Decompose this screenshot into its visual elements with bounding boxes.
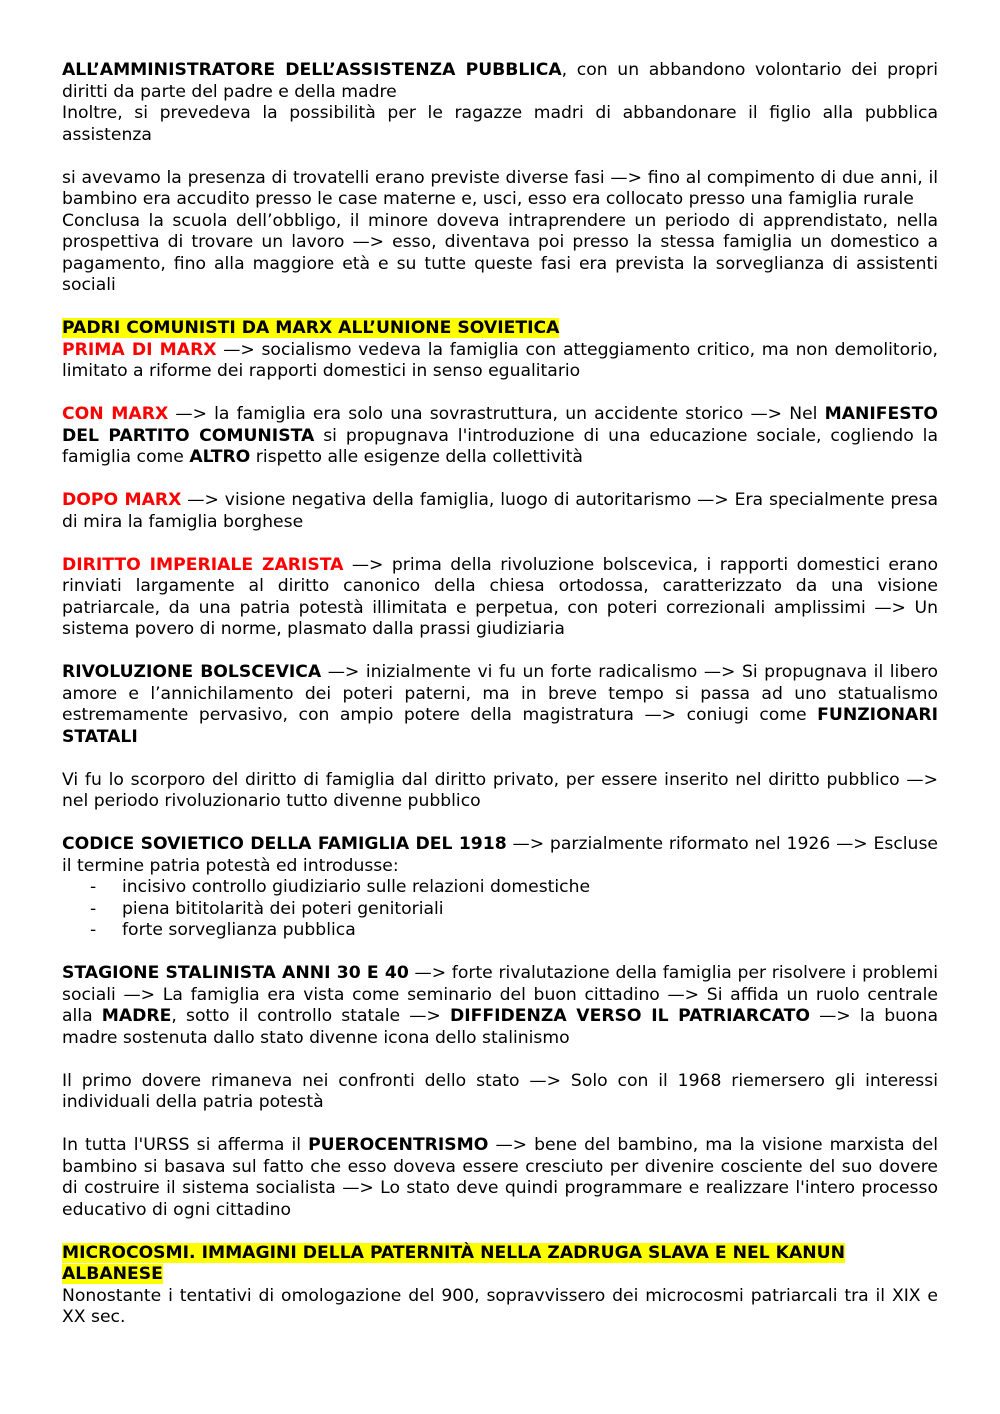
label-dopo-marx: DOPO MARX [62, 490, 182, 510]
text-rivoluzione: —> inizialmente vi fu un forte radicalismo —> Si propugnava il libero amore e l’annichilamento dei poteri paterni, ma in breve tempo si passa ad uno statualismo estremamente pervasivo, con ampio potere della magistratura —> coniugi come [62, 662, 938, 725]
paragraph-con-marx [62, 404, 938, 469]
bold-rivoluzione: RIVOLUZIONE BOLSCEVICA [62, 662, 322, 682]
paragraph-diritto-zarista [62, 555, 938, 641]
paragraph-amministratore [62, 60, 938, 103]
paragraph-scuola-obbligo: Conclusa la scuola dell’obbligo, il minore doveva intraprendere un periodo di apprendistato, nella prospettiva di trovare un lavoro —> esso, diventava poi presso la stessa famiglia un domestico a pagamento, fino alla maggiore età e su tutte queste fasi era prevista la sorveglianza di assistenti sociali [62, 210, 938, 295]
text-amministratore: , con un abbandono volontario dei propri diritti da parte del padre e della madre [62, 60, 938, 102]
text-diritto-zarista: —> prima della rivoluzione bolscevica, i rapporti domestici erano rinviati largamente al diritto canonico della chiesa ortodossa, caratterizzato da una visione patriarcale, da una patria potestà illimitata e perpetua, con poteri correzionali amplissimi —> Un sistema povero di norme, plasmato dalla prassi giudiziaria [62, 554, 938, 639]
text-codice: —> parzialmente riformato nel 1926 —> Escluse il termine patria potestà ed introdusse: [62, 834, 938, 876]
codice-list [62, 877, 938, 942]
label-prima-di-marx: PRIMA DI MARX [62, 339, 217, 360]
text-prima-di-marx: —> socialismo vedeva la famiglia con atteggiamento critico, ma non demolitorio, limitato a riforme dei rapporti domestici in senso egualitario [62, 339, 938, 381]
list-item: - forte sorveglianza pubblica [62, 920, 938, 942]
highlighted-heading: PADRI COMUNISTI DA MARX ALL’UNIONE SOVIETICA [62, 318, 560, 338]
bold-funzionari-statali: FUNZIONARI STATALI [62, 705, 938, 747]
bold-stagione-stalinista: STAGIONE STALINISTA ANNI 30 E 40 [62, 963, 409, 983]
text-urss-2: —> bene del bambino, ma la visione marxista del bambino si basava sul fatto che esso doveva essere cresciuto per divenire cosciente del suo dovere di costruire il sistema socialista —> Lo stato deve quindi programmare e realizzare l'intero processo educativo di ogni cittadino [62, 1135, 938, 1220]
bold-codice: CODICE SOVIETICO DELLA FAMIGLIA DEL 1918 [62, 834, 507, 854]
bold-puerocentrismo: PUEROCENTRISMO [308, 1135, 489, 1155]
highlighted-heading-line2: ALBANESE [62, 1264, 163, 1284]
paragraph-prima-di-marx [62, 340, 938, 383]
bold-madre: MADRE [101, 1006, 172, 1026]
text-stalin-2: , sotto il controllo statale —> [171, 1006, 450, 1026]
document-body [62, 60, 938, 1329]
bold-altro: ALTRO [189, 447, 251, 467]
label-con-marx: CON MARX [62, 404, 169, 424]
list-item: - incisivo controllo giudiziario sulle relazioni domestiche [62, 877, 938, 899]
text-dopo-marx: —> visione negativa della famiglia, luogo di autoritarismo —> Era specialmente presa di mira la famiglia borghese [62, 490, 938, 532]
text-con-marx-1: —> la famiglia era solo una sovrastruttura, un accidente storico —> Nel [168, 404, 825, 424]
paragraph-scorporo: Vi fu lo scorporo del diritto di famiglia dal diritto privato, per essere inserito nel diritto pubblico —> nel periodo rivoluzionario tutto divenne pubblico [62, 769, 938, 811]
text-con-marx-3: rispetto alle esigenze della collettività [250, 447, 583, 467]
text-urss-1: In tutta l'URSS si afferma il [62, 1135, 309, 1155]
paragraph-stagione-stalinista [62, 963, 938, 1049]
paragraph-nonostante: Nonostante i tentativi di omologazione del 900, sopravvissero dei microcosmi patriarcali tra il XIX e XX sec. [62, 1285, 938, 1327]
text-stalin-1: —> forte rivalutazione della famiglia per risolvere i problemi sociali —> La famiglia era vista come seminario del buon cittadino —> Si affida un ruolo centrale alla [62, 963, 938, 1026]
paragraph-primo-dovere: Il primo dovere rimaneva nei confronti dello stato —> Solo con il 1968 riemersero gli interessi individuali della patria potestà [62, 1070, 938, 1112]
bold-diffidenza: DIFFIDENZA VERSO IL PATRIARCATO [449, 1006, 810, 1026]
paragraph-trovatelli: si avevamo la presenza di trovatelli erano previste diverse fasi —> fino al compimento di due anni, il bambino era accudito presso le case materne e, usci, esso era collocato presso una famiglia rurale [62, 167, 938, 209]
label-diritto-zarista: DIRITTO IMPERIALE ZARISTA [62, 554, 344, 575]
paragraph-rivoluzione-bolscevica [62, 662, 938, 748]
bold-manifesto: MANIFESTO DEL PARTITO COMUNISTA [62, 404, 938, 446]
highlighted-heading-line1: MICROCOSMI. IMMAGINI DELLA PATERNITÀ NELLA ZADRUGA SLAVA E NEL KANUN [62, 1242, 846, 1263]
section-heading-padri-comunisti [62, 318, 938, 340]
paragraph-dopo-marx [62, 490, 938, 533]
bold-amministratore: ALL’AMMINISTRATORE DELL’ASSISTENZA PUBBLICA [62, 60, 562, 80]
section-heading-microcosmi [62, 1243, 938, 1286]
paragraph-puerocentrismo [62, 1135, 938, 1221]
paragraph-ragazze-madri: Inoltre, si prevedeva la possibilità per le ragazze madri di abbandonare il figlio alla pubblica assistenza [62, 103, 938, 145]
paragraph-codice-sovietico [62, 834, 938, 877]
list-item: - piena bititolarità dei poteri genitoriali [62, 899, 938, 921]
text-stalin-3: —> la buona madre sostenuta dallo stato divenne icona dello stalinismo [62, 1006, 938, 1048]
text-con-marx-2: si propugnava l'introduzione di una educazione sociale, cogliendo la famiglia come [62, 425, 938, 467]
